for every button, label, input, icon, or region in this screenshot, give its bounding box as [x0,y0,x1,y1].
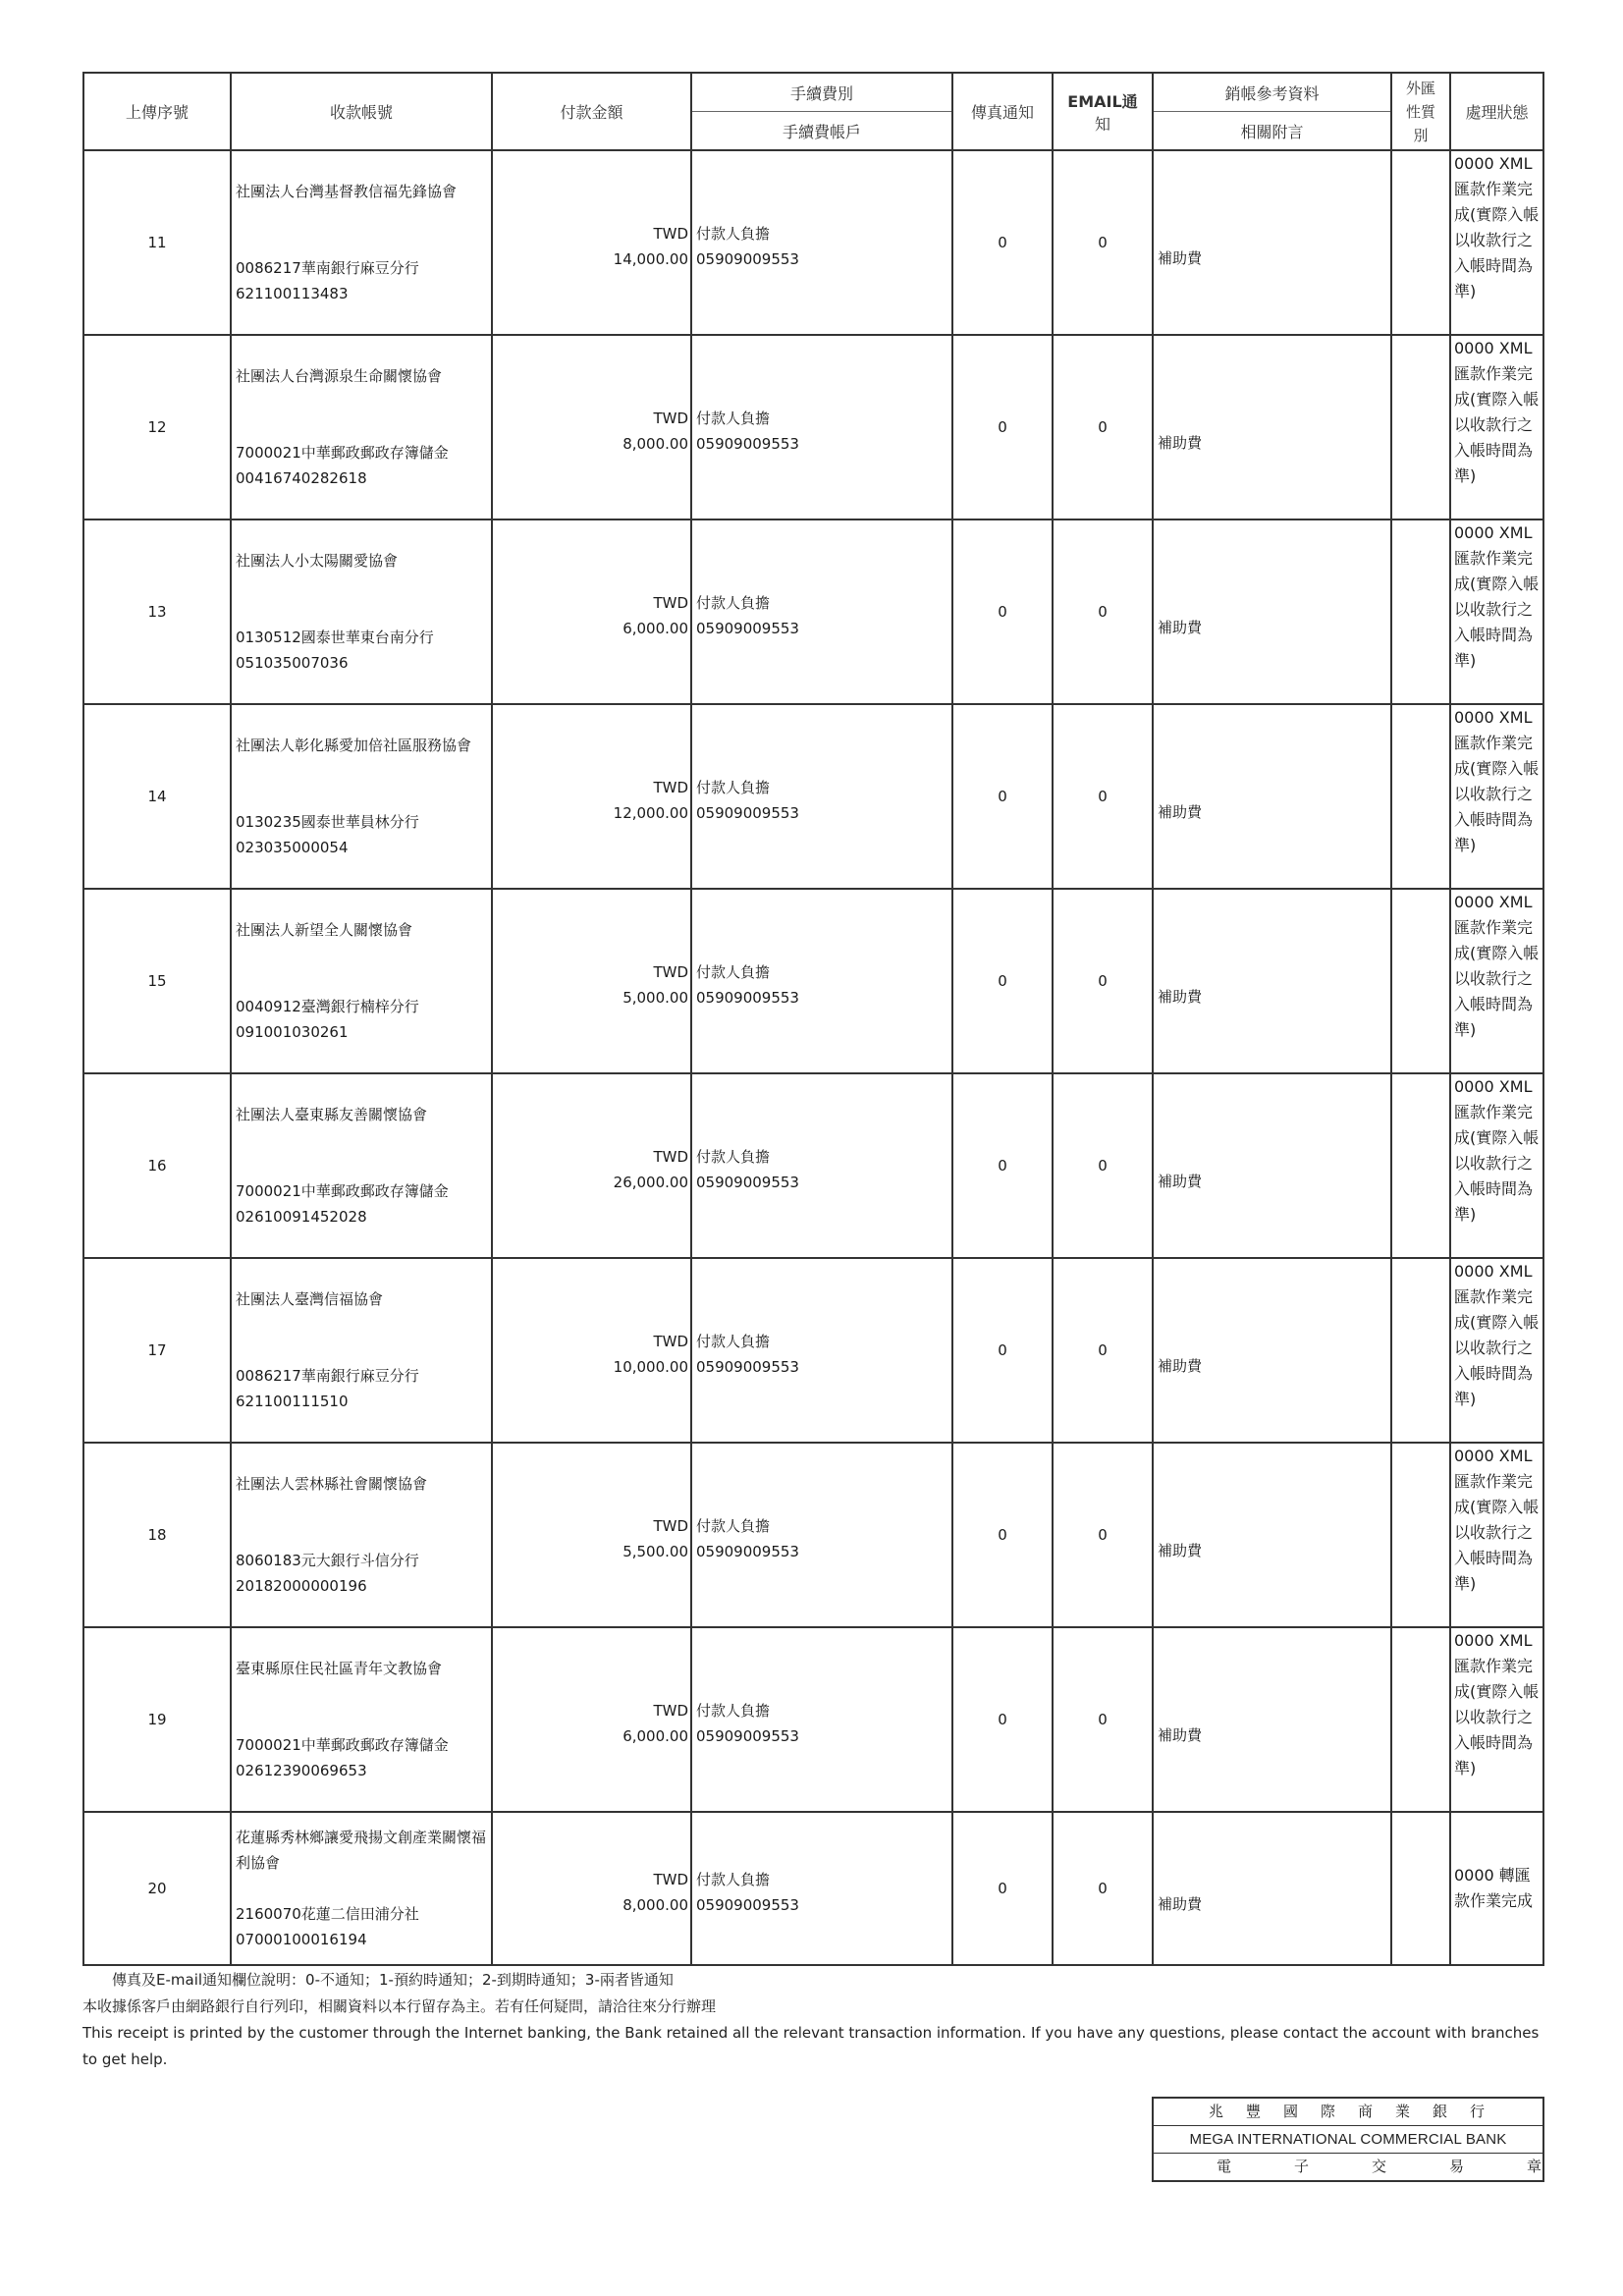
row-memo-cell [1153,150,1391,335]
row-payee-bank: 7000021中華郵政郵政存簿儲金 [236,444,449,462]
col-header-fx-line2: 性質 [1405,102,1435,121]
row-payee-name: 社團法人小太陽關愛協會 [236,552,399,570]
row-email: 0 [1053,1073,1153,1258]
row-memo: 補助費 [1158,433,1203,452]
row-fee-type: 付款人負擔 [696,1702,771,1720]
row-email: 0 [1053,889,1153,1073]
row-payee-name: 社團法人台灣基督教信福先鋒協會 [236,183,458,200]
row-currency: TWD [653,1517,688,1535]
row-seq: 14 [83,704,231,889]
row-payee-cell [231,1258,492,1443]
row-amount: 10,000.00 [613,1358,688,1376]
transaction-table [82,72,1544,1966]
row-memo: 補助費 [1158,248,1203,267]
row-fx [1391,704,1450,889]
row-fx [1391,150,1450,335]
row-payee-bank: 7000021中華郵政郵政存簿儲金 [236,1736,449,1754]
row-payee-cell [231,1812,492,1965]
row-fee-cell [691,889,952,1073]
row-memo: 補助費 [1158,618,1203,636]
row-status: 0000 XML匯款作業完成(實際入帳以收款行之入帳時間為準) [1450,1258,1543,1443]
row-memo-cell [1153,889,1391,1073]
row-payee-account: 621100113483 [236,285,349,302]
row-payee-cell [231,519,492,704]
row-fax: 0 [952,1627,1053,1812]
row-email: 0 [1053,1627,1153,1812]
row-amount-cell [492,335,691,519]
row-currency: TWD [653,1702,688,1720]
row-fee-cell [691,1258,952,1443]
row-memo-cell [1153,1443,1391,1627]
col-header-fx [1391,73,1450,150]
row-memo: 補助費 [1158,1725,1203,1744]
row-payee-bank: 8060183元大銀行斗信分行 [236,1552,419,1569]
row-fx [1391,335,1450,519]
row-payee-cell [231,1627,492,1812]
row-fee-cell [691,150,952,335]
row-amount: 5,000.00 [622,989,688,1007]
row-fax: 0 [952,704,1053,889]
col-header-fax: 傳真通知 [952,73,1053,150]
col-header-seq: 上傳序號 [83,73,231,150]
row-fee-account: 05909009553 [696,1896,799,1914]
row-payee-account: 023035000054 [236,839,349,856]
row-memo-cell [1153,1258,1391,1443]
col-header-amount: 付款金額 [492,73,691,150]
row-fee-account: 05909009553 [696,620,799,637]
receipt-note-en: This receipt is printed by the customer through the Internet banking, the Bank retained all the relevant transaction information. If you have any questions, please contact the account with branches to get help. [82,2024,1540,2068]
col-header-memo: 相關附言 [1153,112,1391,151]
row-fee-account: 05909009553 [696,250,799,268]
row-fax: 0 [952,1258,1053,1443]
row-payee-bank: 0086217華南銀行麻豆分行 [236,1367,419,1385]
row-fee-account: 05909009553 [696,1358,799,1376]
seal-stamp-label: 電子交易章 [1154,2153,1542,2180]
row-seq: 17 [83,1258,231,1443]
row-currency: TWD [653,225,688,243]
row-status: 0000 XML匯款作業完成(實際入帳以收款行之入帳時間為準) [1450,704,1543,889]
row-fee-cell [691,1443,952,1627]
row-fee-cell [691,704,952,889]
seal-bank-name-en: MEGA INTERNATIONAL COMMERCIAL BANK [1154,2125,1542,2153]
row-memo-cell [1153,335,1391,519]
row-payee-bank: 0086217華南銀行麻豆分行 [236,259,419,277]
row-status: 0000 XML匯款作業完成(實際入帳以收款行之入帳時間為準) [1450,150,1543,335]
row-fee-type: 付款人負擔 [696,1871,771,1888]
row-currency: TWD [653,1148,688,1166]
row-fax: 0 [952,150,1053,335]
seal-bank-name-zh: 兆豐國際商業銀行 [1208,2103,1507,2120]
row-fax: 0 [952,519,1053,704]
row-fee-type: 付款人負擔 [696,594,771,612]
row-memo-cell [1153,704,1391,889]
row-fax: 0 [952,335,1053,519]
row-memo: 補助費 [1158,802,1203,821]
row-fee-cell [691,1627,952,1812]
row-payee-name: 社團法人雲林縣社會關懷協會 [236,1475,428,1493]
table-row [83,519,1543,704]
row-amount-cell [492,889,691,1073]
row-fx [1391,519,1450,704]
col-header-fx-line1: 外匯 [1405,79,1435,97]
row-payee-name: 社團法人新望全人關懷協會 [236,921,413,939]
row-status: 0000 XML匯款作業完成(實際入帳以收款行之入帳時間為準) [1450,335,1543,519]
table-row [83,889,1543,1073]
row-seq: 16 [83,1073,231,1258]
receipt-note-zh: 本收據係客戶由網路銀行自行列印，相關資料以本行留存為主。若有任何疑問，請洽往來分行辦理 [82,1997,717,2015]
row-payee-account: 051035007036 [236,654,349,672]
table-row [83,1627,1543,1812]
row-payee-cell [231,889,492,1073]
row-payee-bank: 7000021中華郵政郵政存簿儲金 [236,1182,449,1200]
row-email: 0 [1053,519,1153,704]
row-fee-account: 05909009553 [696,1543,799,1560]
row-currency: TWD [653,779,688,796]
row-payee-name: 社團法人台灣源泉生命關懷協會 [236,367,443,385]
row-fee-type: 付款人負擔 [696,1517,771,1535]
row-email: 0 [1053,335,1153,519]
fax-email-legend: 傳真及E-mail通知欄位說明：0-不通知；1-預約時通知；2-到期時通知；3-兩者皆通知 [112,1971,674,1989]
row-fee-cell [691,1812,952,1965]
row-fax: 0 [952,1812,1053,1965]
row-email: 0 [1053,1258,1153,1443]
row-payee-cell [231,1073,492,1258]
col-header-status: 處理狀態 [1450,73,1543,150]
row-payee-cell [231,1443,492,1627]
row-fee-cell [691,519,952,704]
row-payee-cell [231,335,492,519]
row-amount-cell [492,1073,691,1258]
row-fx [1391,889,1450,1073]
col-header-fx-line3: 別 [1413,126,1429,144]
row-fee-type: 付款人負擔 [696,1333,771,1350]
row-payee-name: 社團法人臺灣信福協會 [236,1290,384,1308]
row-fx [1391,1812,1450,1965]
row-amount: 14,000.00 [613,250,688,268]
row-payee-account: 00416740282618 [236,469,367,487]
row-memo-cell [1153,1812,1391,1965]
row-amount-cell [492,704,691,889]
row-payee-bank: 0130512國泰世華東台南分行 [236,629,434,646]
row-amount-cell [492,519,691,704]
row-fee-type: 付款人負擔 [696,1148,771,1166]
row-fee-type: 付款人負擔 [696,410,771,427]
row-amount: 6,000.00 [622,1727,688,1745]
row-fx [1391,1443,1450,1627]
row-fax: 0 [952,1073,1053,1258]
row-amount: 6,000.00 [622,620,688,637]
row-payee-account: 091001030261 [236,1023,349,1041]
row-payee-name: 社團法人臺東縣友善關懷協會 [236,1106,428,1123]
row-payee-account: 02610091452028 [236,1208,367,1226]
row-fee-account: 05909009553 [696,989,799,1007]
row-payee-name: 花蓮縣秀林鄉讓愛飛揚文創產業關懷福利協會 [236,1829,487,1872]
row-payee-cell [231,150,492,335]
row-seq: 15 [83,889,231,1073]
row-payee-bank: 2160070花蓮二信田浦分社 [236,1905,419,1923]
col-header-email-line2: 知 [1094,114,1110,134]
row-status: 0000 XML匯款作業完成(實際入帳以收款行之入帳時間為準) [1450,1073,1543,1258]
row-memo-cell [1153,1627,1391,1812]
row-memo: 補助費 [1158,1172,1203,1190]
table-row [83,1073,1543,1258]
row-fee-account: 05909009553 [696,435,799,453]
row-payee-bank: 0040912臺灣銀行楠梓分行 [236,998,419,1015]
col-header-account: 收款帳號 [231,73,492,150]
table-row [83,335,1543,519]
row-status: 0000 XML匯款作業完成(實際入帳以收款行之入帳時間為準) [1450,1627,1543,1812]
row-amount: 12,000.00 [613,804,688,822]
row-status: 0000 XML匯款作業完成(實際入帳以收款行之入帳時間為準) [1450,889,1543,1073]
table-row [83,1443,1543,1627]
row-fx [1391,1627,1450,1812]
row-currency: TWD [653,1333,688,1350]
row-payee-account: 621100111510 [236,1393,349,1410]
row-amount-cell [492,1443,691,1627]
row-currency: TWD [653,594,688,612]
row-fee-cell [691,1073,952,1258]
table-row [83,1812,1543,1965]
row-seq: 12 [83,335,231,519]
row-memo-cell [1153,1073,1391,1258]
row-amount: 26,000.00 [613,1174,688,1191]
row-memo: 補助費 [1158,1894,1203,1913]
row-fee-cell [691,335,952,519]
table-row [83,150,1543,335]
row-payee-account: 07000100016194 [236,1931,367,1948]
row-payee-name: 臺東縣原住民社區青年文教協會 [236,1660,443,1677]
row-status: 0000 XML匯款作業完成(實際入帳以收款行之入帳時間為準) [1450,1443,1543,1627]
row-seq: 13 [83,519,231,704]
row-email: 0 [1053,1443,1153,1627]
row-fee-account: 05909009553 [696,1727,799,1745]
row-fee-account: 05909009553 [696,804,799,822]
row-email: 0 [1053,150,1153,335]
row-memo: 補助費 [1158,1356,1203,1375]
row-currency: TWD [653,963,688,981]
row-amount: 8,000.00 [622,435,688,453]
col-header-fee-account: 手續費帳戶 [691,112,952,151]
row-seq: 20 [83,1812,231,1965]
row-amount: 5,500.00 [622,1543,688,1560]
row-memo: 補助費 [1158,1541,1203,1559]
row-status: 0000 XML匯款作業完成(實際入帳以收款行之入帳時間為準) [1450,519,1543,704]
row-payee-account: 02612390069653 [236,1762,367,1779]
row-fee-type: 付款人負擔 [696,779,771,796]
table-row [83,1258,1543,1443]
notes [82,1967,1545,2073]
row-fax: 0 [952,1443,1053,1627]
row-fee-type: 付款人負擔 [696,225,771,243]
col-header-email-line1: EMAIL通 [1067,91,1138,111]
row-status: 0000 轉匯款作業完成 [1450,1812,1543,1965]
row-payee-name: 社團法人彰化縣愛加倍社區服務協會 [236,737,472,754]
row-fax: 0 [952,889,1053,1073]
row-memo: 補助費 [1158,987,1203,1006]
col-header-email [1053,73,1153,150]
row-payee-bank: 0130235國泰世華員林分行 [236,813,419,831]
row-fee-account: 05909009553 [696,1174,799,1191]
row-seq: 19 [83,1627,231,1812]
row-fee-type: 付款人負擔 [696,963,771,981]
row-seq: 18 [83,1443,231,1627]
row-amount: 8,000.00 [622,1896,688,1914]
row-memo-cell [1153,519,1391,704]
row-email: 0 [1053,704,1153,889]
row-amount-cell [492,1258,691,1443]
row-seq: 11 [83,150,231,335]
col-header-ref: 銷帳參考資料 [1153,73,1391,112]
row-email: 0 [1053,1812,1153,1965]
table-row [83,704,1543,889]
col-header-fee-type: 手續費別 [691,73,952,112]
row-amount-cell [492,1627,691,1812]
row-currency: TWD [653,410,688,427]
row-payee-cell [231,704,492,889]
row-fx [1391,1258,1450,1443]
row-payee-account: 20182000000196 [236,1577,367,1595]
row-amount-cell [492,1812,691,1965]
row-fx [1391,1073,1450,1258]
row-currency: TWD [653,1871,688,1888]
row-amount-cell [492,150,691,335]
bank-seal [1152,2097,1605,2182]
